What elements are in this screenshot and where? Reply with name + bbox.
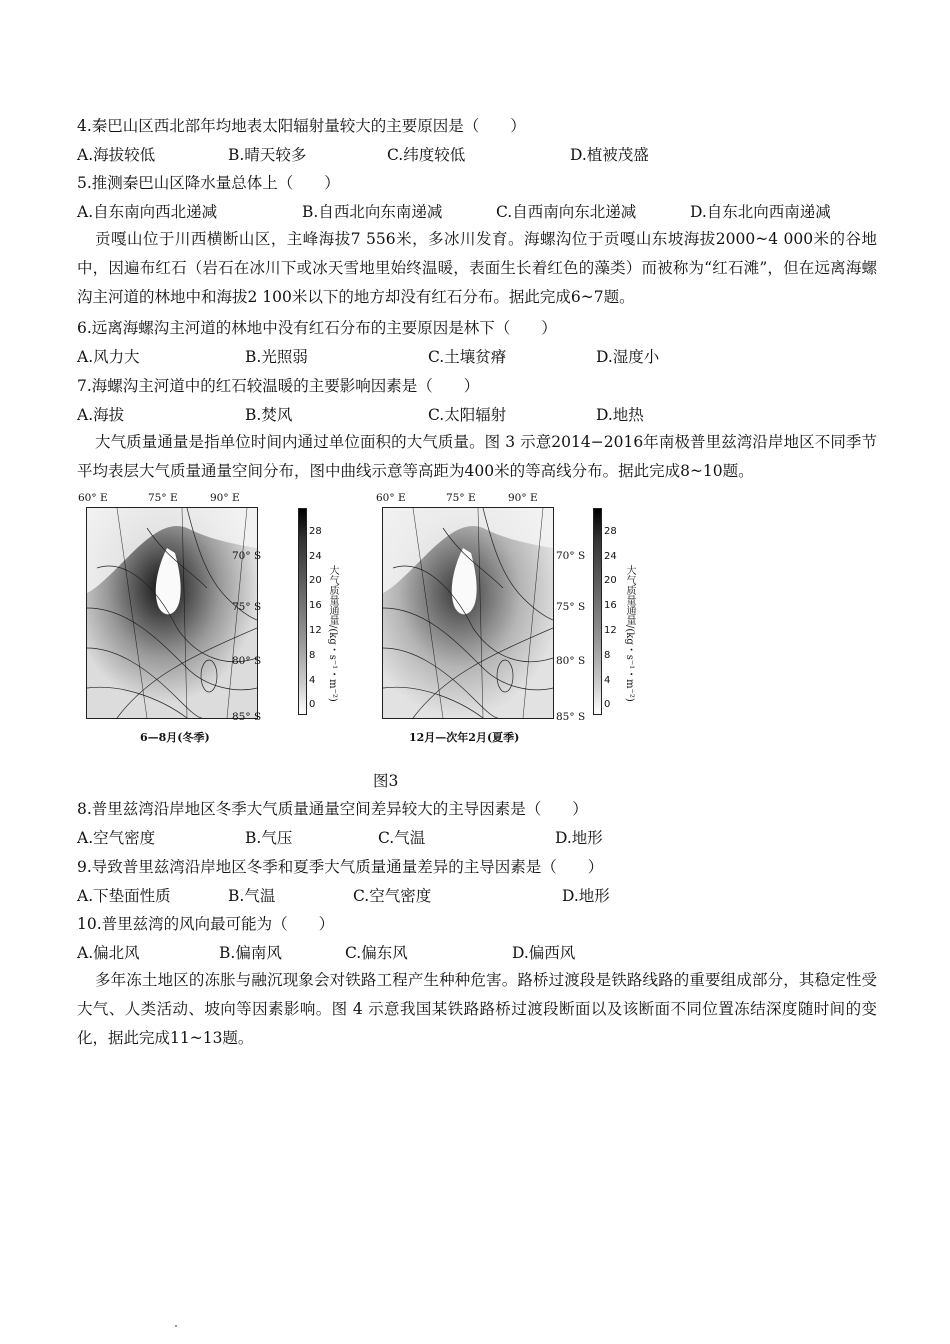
q10-option-c[interactable]: C.偏东风 [345,944,408,962]
colorbar-tick: 8 [604,650,611,661]
colorbar-tick: 12 [309,625,322,636]
summer-map-graphic [383,508,553,718]
q5-option-b[interactable]: B.自西北向东南递减 [302,203,443,221]
q9-option-d[interactable]: D.地形 [562,887,610,905]
q8-stem: 8.普里兹湾沿岸地区冬季大气质量通量空间差异较大的主导因素是（ ） [77,800,588,818]
lat-label: 70° S [556,550,586,562]
lon-label: 75° E [446,492,476,504]
q5-option-a[interactable]: A.自东南向西北递减 [77,203,218,221]
colorbar-tick: 0 [309,699,316,710]
colorbar-tick: 20 [309,575,322,586]
q6-option-c[interactable]: C.土壤贫瘠 [428,348,507,366]
colorbar-tick: 8 [309,650,316,661]
colorbar [593,508,602,715]
winter-flux-map [86,507,258,719]
q10-option-a[interactable]: A.偏北风 [77,944,140,962]
q4-stem: 4.秦巴山区西北部年均地表太阳辐射量较大的主要原因是（ ） [77,117,526,135]
lat-label: 85° S [232,711,262,723]
colorbar-tick: 24 [309,551,322,562]
q7-stem: 7.海螺沟主河道中的红石较温暖的主要影响因素是（ ） [77,377,480,395]
colorbar-tick: 12 [604,625,617,636]
page-mark [175,1325,177,1327]
q5-option-d[interactable]: D.自东北向西南递减 [690,203,831,221]
winter-map-graphic [87,508,257,718]
q6-option-b[interactable]: B.光照弱 [245,348,308,366]
q10-option-d[interactable]: D.偏西风 [512,944,576,962]
q4-option-d[interactable]: D.植被茂盛 [570,146,649,164]
q7-option-c[interactable]: C.太阳辐射 [428,406,507,424]
colorbar-unit: 大气质量通量/(kg・s⁻¹・m⁻²) [327,565,338,702]
q9-option-a[interactable]: A.下垫面性质 [77,887,171,905]
lon-label: 60° E [376,492,406,504]
colorbar-tick: 28 [309,526,322,537]
q6-option-d[interactable]: D.湿度小 [596,348,660,366]
q10-stem: 10.普里兹湾的风向最可能为（ ） [77,915,335,933]
lon-label: 75° E [148,492,178,504]
q5-option-c[interactable]: C.自西南向东北递减 [496,203,637,221]
q9-option-c[interactable]: C.空气密度 [353,887,432,905]
summer-caption: 12月—次年2月(夏季) [409,731,520,744]
q7-option-d[interactable]: D.地热 [596,406,644,424]
q9-option-b[interactable]: B.气温 [228,887,276,905]
q8-option-a[interactable]: A.空气密度 [77,829,156,847]
colorbar-unit: 大气质量通量/(kg・s⁻¹・m⁻²) [624,565,635,702]
q4-option-b[interactable]: B.晴天较多 [228,146,307,164]
q7-option-a[interactable]: A.海拔 [77,406,125,424]
q4-option-c[interactable]: C.纬度较低 [387,146,466,164]
q10-option-b[interactable]: B.偏南风 [219,944,282,962]
figure-3-label: 图3 [373,772,399,790]
lon-label: 90° E [508,492,538,504]
colorbar-tick: 20 [604,575,617,586]
colorbar-tick: 4 [604,675,611,686]
lat-label: 80° S [232,655,262,667]
colorbar-tick: 24 [604,551,617,562]
passage-gongga: 贡嘎山位于川西横断山区，主峰海拔7 556米，多冰川发育。海螺沟位于贡嘎山东坡海拔2000~4 000米的谷地中，因遍布红石（岩石在冰川下或冰天雪地里始终温暖，表面生长着红色的藻类）而被称为“红石滩”，但在远离海螺沟主河道的林地中和海拔2 100米以下的地方却没有红石分布。据此完成6~7题。 [77,230,877,306]
q8-option-b[interactable]: B.气压 [245,829,293,847]
colorbar-tick: 4 [309,675,316,686]
q5-stem: 5.推测秦巴山区降水量总体上（ ） [77,174,340,192]
passage-permafrost: 多年冻土地区的冻胀与融沉现象会对铁路工程产生种种危害。路桥过渡段是铁路线路的重要组成部分，其稳定性受大气、人类活动、坡向等因素影响。图 4 示意我国某铁路路桥过渡段断面以及该断面不同位置冻结深度随时间的变化，据此完成11~13题。 [77,971,877,1047]
lat-label: 75° S [556,601,586,613]
lat-label: 80° S [556,655,586,667]
q4-option-a[interactable]: A.海拔较低 [77,146,156,164]
colorbar-tick: 28 [604,526,617,537]
colorbar-tick: 16 [604,600,617,611]
q7-option-b[interactable]: B.焚风 [245,406,293,424]
lat-label: 85° S [556,711,586,723]
q6-stem: 6.远离海螺沟主河道的林地中没有红石分布的主要原因是林下（ ） [77,319,557,337]
winter-caption: 6—8月(冬季) [140,731,210,744]
colorbar-tick: 0 [604,699,611,710]
lat-label: 70° S [232,550,262,562]
lat-label: 75° S [232,601,262,613]
q6-option-a[interactable]: A.风力大 [77,348,140,366]
colorbar [298,508,307,715]
passage-prydz-bay: 大气质量通量是指单位时间内通过单位面积的大气质量。图 3 示意2014−2016年南极普里兹湾沿岸地区不同季节平均表层大气质量通量空间分布，图中曲线示意等高距为400米的等高线分布。据此完成8~10题。 [77,433,877,480]
q8-option-d[interactable]: D.地形 [555,829,603,847]
lon-label: 60° E [78,492,108,504]
lon-label: 90° E [210,492,240,504]
colorbar-tick: 16 [309,600,322,611]
q8-option-c[interactable]: C.气温 [378,829,426,847]
summer-flux-map [382,507,554,719]
q9-stem: 9.导致普里兹湾沿岸地区冬季和夏季大气质量通量差异的主导因素是（ ） [77,858,604,876]
